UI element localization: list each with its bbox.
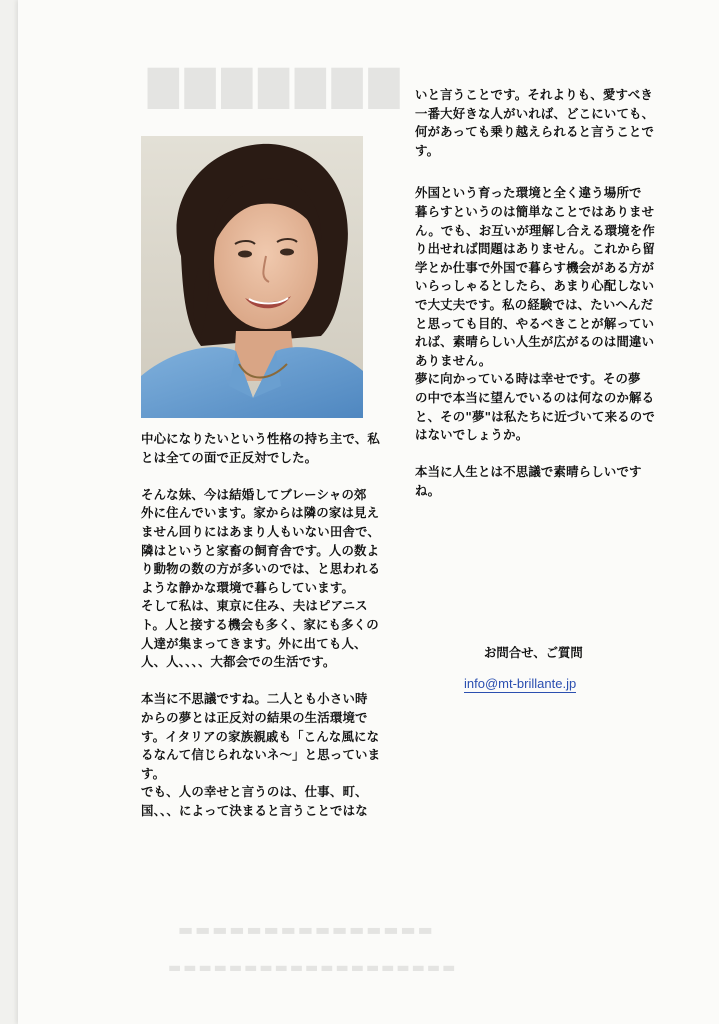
paragraph-line: す。 (141, 765, 166, 781)
paragraph-gap (415, 160, 665, 184)
paragraph-gap (141, 672, 381, 691)
paragraph-line: でも、人の幸せと言うのは、仕事、町、 (141, 784, 368, 800)
portrait-illustration (141, 136, 363, 418)
paragraph-line: いと言うことです。それよりも、愛すべき (415, 87, 653, 102)
show-through-line: ▬▬▬▬▬▬▬▬▬▬▬▬▬▬▬ (178, 920, 435, 939)
paragraph-line: ような静かな環境で暮らしています。 (141, 579, 355, 595)
left-text-column (141, 430, 381, 820)
paragraph-line: そんな妹、今は結婚してブレーシャの郊 (141, 486, 367, 502)
paragraph-line: り出せれば問題はありません。これから留 (415, 241, 655, 257)
paragraph-line: 人、人、、、、大都会での生活です。 (141, 654, 336, 670)
show-through-line: ▬▬▬▬▬▬▬▬▬▬▬▬▬▬▬▬▬▬▬ (168, 960, 458, 976)
paragraph-line: 本当に人生とは不思議で素晴らしいです (415, 464, 642, 480)
portrait-photo (141, 136, 363, 418)
paragraph-line: 本当に不思議ですね。二人とも小さい時 (141, 691, 368, 707)
paragraph-line: はないでしょうか。 (415, 427, 529, 443)
paragraph-line: の中で本当に望んでいるのは何なのか解る (415, 389, 655, 405)
paragraph-line: ト。人と接する機会も多く、家にも多くの (141, 616, 379, 632)
paragraph-line: 学とか仕事で外国で暮らす機会がある方が (415, 259, 655, 275)
paragraph-line: と思っても目的、やるべきことが解ってい (415, 315, 655, 331)
paragraph-line: とは全ての面で正反対でした。 (141, 449, 318, 465)
paragraph-line: いらっしゃるとしたら、あまり心配しない (415, 278, 655, 294)
paragraph-line: からの夢とは正反対の結果の生活環境で (141, 709, 368, 725)
paragraph-line: ね。 (415, 482, 441, 498)
right-text-column (415, 86, 665, 500)
paragraph-line: 夢に向かっている時は幸せです。その夢 (415, 371, 641, 387)
paragraph-line: 外に住んでいます。家からは隣の家は見え (141, 505, 380, 521)
paragraph-line: で大丈夫です。私の経験では、たいへんだ (415, 296, 654, 312)
contact-label: お問合せ、ご質問 (484, 645, 583, 660)
paragraph-line: 暮らすというのは簡単なことではありませ (415, 203, 655, 219)
paragraph-line: 中心になりたいという性格の持ち主で、私 (141, 431, 380, 446)
paragraph-gap (415, 445, 665, 464)
paragraph-line: れば、素晴らしい人生が広がるのは間違い (415, 334, 655, 350)
paragraph-line: ありません。 (415, 352, 492, 368)
paragraph-line: り動物の数の方が多いのでは、と思われる (141, 561, 381, 577)
paragraph-line: ん。でも、お互いが理解し合える環境を作 (415, 222, 655, 238)
show-through-heading: ▇▇▇▇▇▇▇ (148, 62, 406, 109)
paragraph-gap (141, 467, 381, 486)
paragraph-line: す。 (415, 142, 440, 158)
document-page (18, 0, 719, 1024)
paragraph-line: 何があっても乗り越えられると言うことで (415, 124, 655, 140)
paragraph-line: 外国という育った環境と全く違う場所で (415, 185, 642, 201)
paragraph-line: 人達が集まってきます。外に出ても人、 (141, 635, 367, 651)
paragraph-line: そして私は、東京に住み、夫はピアニス (141, 598, 368, 614)
paragraph-line: す。イタリアの家族親戚も「こんな風にな (141, 728, 380, 744)
contact-email-link[interactable]: info@mt-brillante.jp (464, 676, 577, 691)
paragraph-line: と、その"夢"は私たちに近づいて来るので (415, 408, 655, 424)
paragraph-line: 国、、、によって決まると言うことではな (141, 802, 368, 818)
paragraph-line: るなんて信じられないネ～」と思っていま (141, 747, 381, 763)
paragraph-line: 一番大好きな人がいれば、どこにいても、 (415, 105, 655, 121)
paragraph-line: 隣はというと家畜の飼育舎です。人の数よ (141, 542, 380, 558)
paragraph-line: ません回りにはあまり人もいない田舎で、 (141, 523, 380, 539)
